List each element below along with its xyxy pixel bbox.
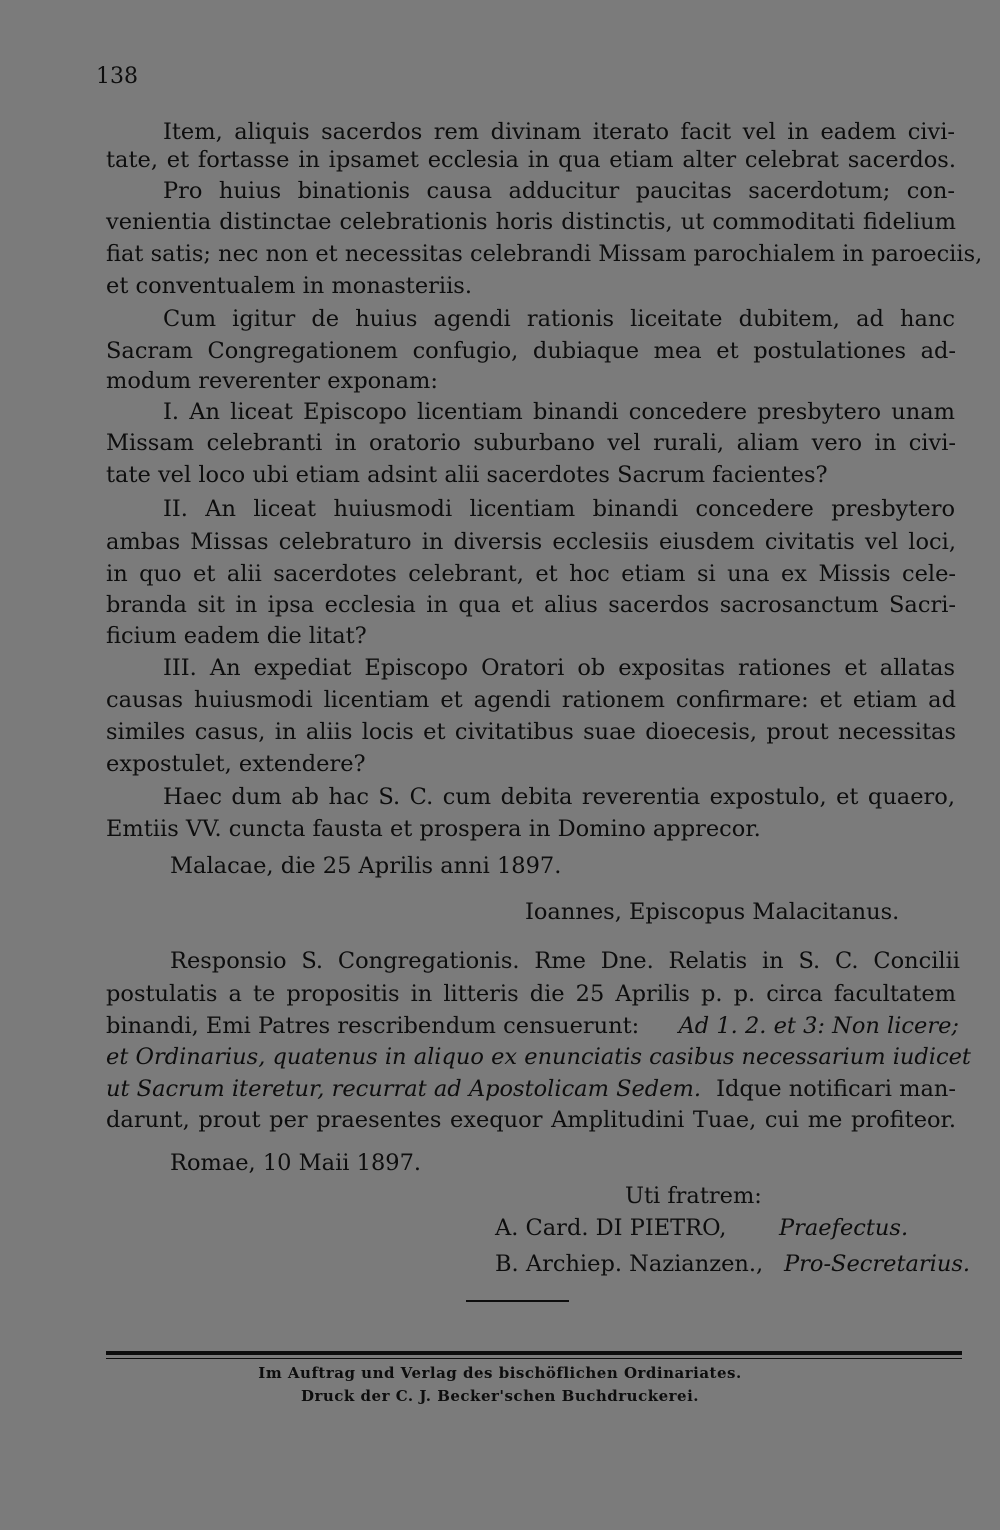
text-line: expostulet, extendere?: [106, 751, 366, 777]
text-line: tate, et fortasse in ipsamet ecclesia in qua etiam alter celebrat sacerdos.: [106, 147, 956, 173]
text-line: Missam celebranti in oratorio suburbano vel rurali, aliam vero in civi-: [106, 430, 956, 456]
imprint-line: Im Auftrag und Verlag des bischöflichen Ordinariates.: [258, 1364, 742, 1382]
text-line: II. An liceat huiusmodi licentiam binandi concedere presbytero: [163, 496, 955, 522]
text-line: fiat satis; nec non et necessitas celebrandi Missam parochialem in paroeciis,: [106, 241, 983, 267]
signatory-line: A. Card. DI PIETRO,: [495, 1215, 727, 1241]
imprint-line: Druck der C. J. Becker'schen Buchdruckerei.: [300, 1387, 700, 1405]
page-number: 138: [96, 64, 138, 89]
text-line: postulatis a te propositis in litteris die 25 Aprilis p. p. circa facultatem: [106, 981, 956, 1007]
date-line: Malacae, die 25 Aprilis anni 1897.: [170, 853, 562, 879]
text-line: modum reverenter exponam:: [106, 368, 438, 394]
text-line: III. An expediat Episcopo Oratori ob expositas rationes et allatas: [163, 655, 955, 681]
text-line: ut Sacrum iteretur, recurrat ad Apostolicam Sedem.: [106, 1076, 702, 1102]
text-line: in quo et alii sacerdotes celebrant, et hoc etiam si una ex Missis cele-: [106, 561, 956, 587]
divider: [106, 1351, 962, 1355]
text-line: et Ordinarius, quatenus in aliquo ex enunciatis casibus necessarium iudicet: [106, 1044, 971, 1070]
text-line: binandi, Emi Patres rescribendum censuerunt:: [106, 1013, 640, 1039]
text-line: Sacram Congregationem confugio, dubiaque mea et postulationes ad-: [106, 338, 956, 364]
text-line: ficium eadem die litat?: [106, 623, 367, 649]
text-line: branda sit in ipsa ecclesia in qua et alius sacerdos sacrosanctum Sacri-: [106, 592, 956, 618]
signatory-title: Pro-Secretarius.: [784, 1251, 971, 1277]
text-line: Pro huius binationis causa adducitur paucitas sacerdotum; con-: [163, 178, 955, 204]
divider: [466, 1300, 569, 1302]
signature-line: Ioannes, Episcopus Malacitanus.: [525, 899, 900, 925]
text-line: Emtiis VV. cuncta fausta et prospera in Domino apprecor.: [106, 816, 761, 842]
text-line: Cum igitur de huius agendi rationis liceitate dubitem, ad hanc: [163, 306, 955, 332]
text-line: Ad 1. 2. et 3: Non licere;: [678, 1013, 959, 1039]
divider: [106, 1358, 962, 1359]
date-line: Romae, 10 Maii 1897.: [170, 1150, 422, 1176]
text-line: Haec dum ab hac S. C. cum debita reverentia expostulo, et quaero,: [163, 784, 955, 810]
text-line: venientia distinctae celebrationis horis distinctis, ut commoditati fidelium: [106, 209, 956, 235]
text-line: similes casus, in aliis locis et civitatibus suae dioecesis, prout necessitas: [106, 719, 956, 745]
text-line: I. An liceat Episcopo licentiam binandi concedere presbytero unam: [163, 399, 955, 425]
text-line: tate vel loco ubi etiam adsint alii sacerdotes Sacrum facientes?: [106, 462, 828, 488]
text-line: darunt, prout per praesentes exequor Amplitudini Tuae, cui me profiteor.: [106, 1107, 956, 1133]
text-line: Idque notificari man-: [716, 1076, 956, 1102]
text-line: causas huiusmodi licentiam et agendi rationem confirmare: et etiam ad: [106, 687, 956, 713]
signatory-title: Praefectus.: [779, 1215, 909, 1241]
text-line: Item, aliquis sacerdos rem divinam iterato facit vel in eadem civi-: [163, 119, 955, 145]
text-line: et conventualem in monasteriis.: [106, 273, 472, 299]
closing-line: Uti fratrem:: [625, 1183, 762, 1209]
text-line: ambas Missas celebraturo in diversis ecclesiis eiusdem civitatis vel loci,: [106, 529, 956, 555]
text-line: Responsio S. Congregationis. Rme Dne. Relatis in S. C. Concilii: [170, 948, 960, 974]
signatory-line: B. Archiep. Nazianzen.,: [495, 1251, 764, 1277]
